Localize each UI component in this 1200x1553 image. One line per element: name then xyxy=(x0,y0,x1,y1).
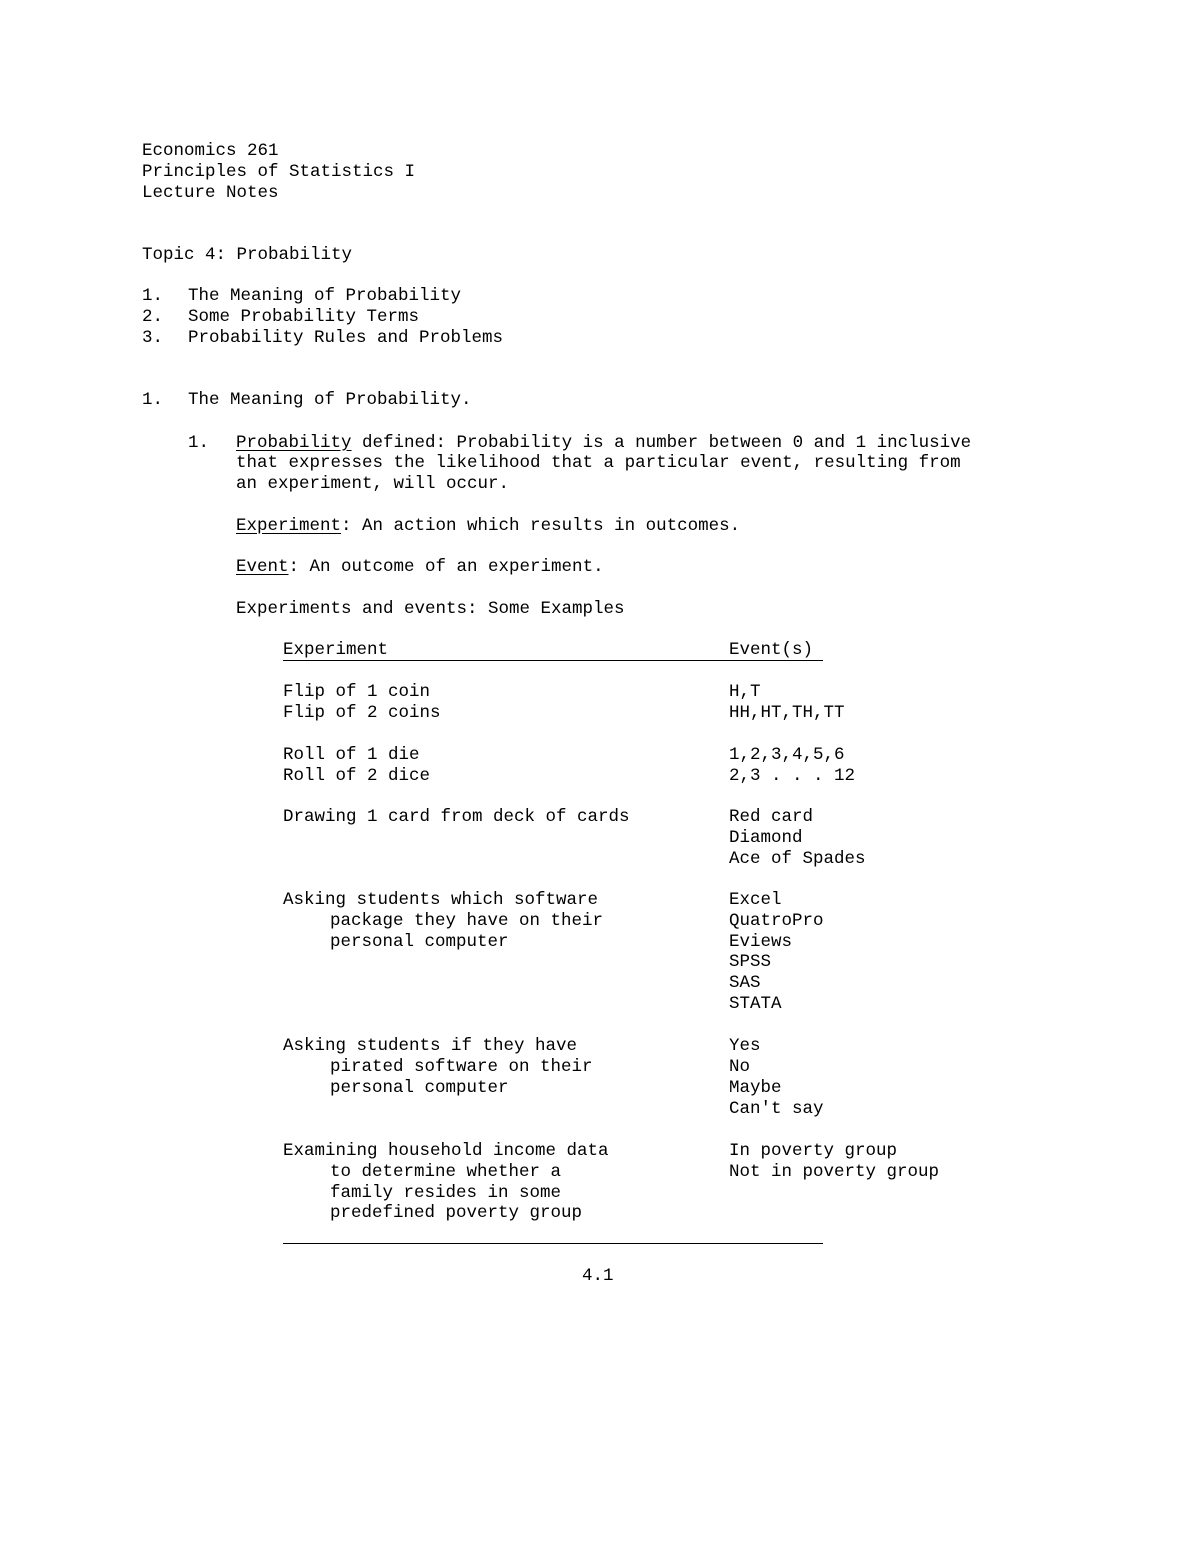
table-cell-experiment: package they have on their xyxy=(330,911,604,931)
table-header-rule xyxy=(283,660,823,661)
table-cell-experiment: Roll of 2 dice xyxy=(283,766,431,786)
event-definition-text: : An outcome of an experiment. xyxy=(288,557,604,577)
table-cell-events: Can't say xyxy=(729,1099,824,1119)
outline-item: Some Probability Terms xyxy=(188,307,420,327)
experiment-term: Experiment xyxy=(236,516,342,536)
table-cell-events: Yes xyxy=(729,1036,761,1056)
subsection-number: 1. xyxy=(188,433,210,453)
course-code: Economics 261 xyxy=(142,141,279,161)
table-cell-events: Diamond xyxy=(729,828,803,848)
table-cell-experiment: Roll of 1 die xyxy=(283,745,420,765)
table-cell-events: SAS xyxy=(729,973,761,993)
table-cell-events: SPSS xyxy=(729,952,772,972)
table-cell-experiment: pirated software on their xyxy=(330,1057,593,1077)
table-cell-experiment: family resides in some xyxy=(330,1183,562,1203)
event-definition xyxy=(236,557,604,578)
table-cell-experiment: Asking students which software xyxy=(283,890,599,910)
table-cell-events: Eviews xyxy=(729,932,793,952)
table-cell-events: Not in poverty group xyxy=(729,1162,940,1182)
probability-definition-text: defined: Probability is a number between 0 and 1 inclusive xyxy=(351,433,972,453)
topic-title: Topic 4: Probability xyxy=(142,245,353,265)
table-cell-experiment: Examining household income data xyxy=(283,1141,609,1161)
outline-number: 1. xyxy=(142,286,164,306)
document-type: Lecture Notes xyxy=(142,183,279,203)
event-term: Event xyxy=(236,557,289,577)
table-cell-events: STATA xyxy=(729,994,782,1014)
table-cell-experiment: to determine whether a xyxy=(330,1162,562,1182)
table-cell-experiment: Drawing 1 card from deck of cards xyxy=(283,807,630,827)
table-cell-experiment: Flip of 1 coin xyxy=(283,682,431,702)
table-cell-events: Red card xyxy=(729,807,814,827)
table-cell-events: No xyxy=(729,1057,751,1077)
outline-item: Probability Rules and Problems xyxy=(188,328,504,348)
outline-item: The Meaning of Probability xyxy=(188,286,462,306)
table-cell-events: Excel xyxy=(729,890,782,910)
probability-definition-line-2: that expresses the likelihood that a particular event, resulting from xyxy=(236,453,961,473)
table-cell-experiment: Asking students if they have xyxy=(283,1036,578,1056)
table-header-events: Event(s) xyxy=(729,640,814,660)
table-cell-experiment: Flip of 2 coins xyxy=(283,703,441,723)
probability-definition-line-3: an experiment, will occur. xyxy=(236,474,510,494)
table-bottom-rule xyxy=(283,1243,823,1244)
section-number: 1. xyxy=(142,390,164,410)
table-cell-events: 1,2,3,4,5,6 xyxy=(729,745,845,765)
outline-number: 3. xyxy=(142,328,164,348)
table-cell-events: HH,HT,TH,TT xyxy=(729,703,845,723)
page-number: 4.1 xyxy=(582,1266,614,1286)
table-cell-experiment: personal computer xyxy=(330,1078,509,1098)
experiment-definition-text: : An action which results in outcomes. xyxy=(341,516,741,536)
table-cell-events: Ace of Spades xyxy=(729,849,866,869)
table-header-experiment: Experiment xyxy=(283,640,389,660)
probability-definition-line-1 xyxy=(236,433,971,454)
examples-heading: Experiments and events: Some Examples xyxy=(236,599,625,619)
outline-number: 2. xyxy=(142,307,164,327)
table-cell-events: 2,3 . . . 12 xyxy=(729,766,856,786)
table-cell-events: In poverty group xyxy=(729,1141,898,1161)
section-heading: The Meaning of Probability. xyxy=(188,390,472,410)
probability-term: Probability xyxy=(236,433,352,453)
table-cell-events: Maybe xyxy=(729,1078,782,1098)
table-cell-events: H,T xyxy=(729,682,761,702)
table-cell-experiment: personal computer xyxy=(330,932,509,952)
course-title: Principles of Statistics I xyxy=(142,162,416,182)
table-cell-events: QuatroPro xyxy=(729,911,824,931)
table-cell-experiment: predefined poverty group xyxy=(330,1203,583,1223)
experiment-definition xyxy=(236,516,740,537)
